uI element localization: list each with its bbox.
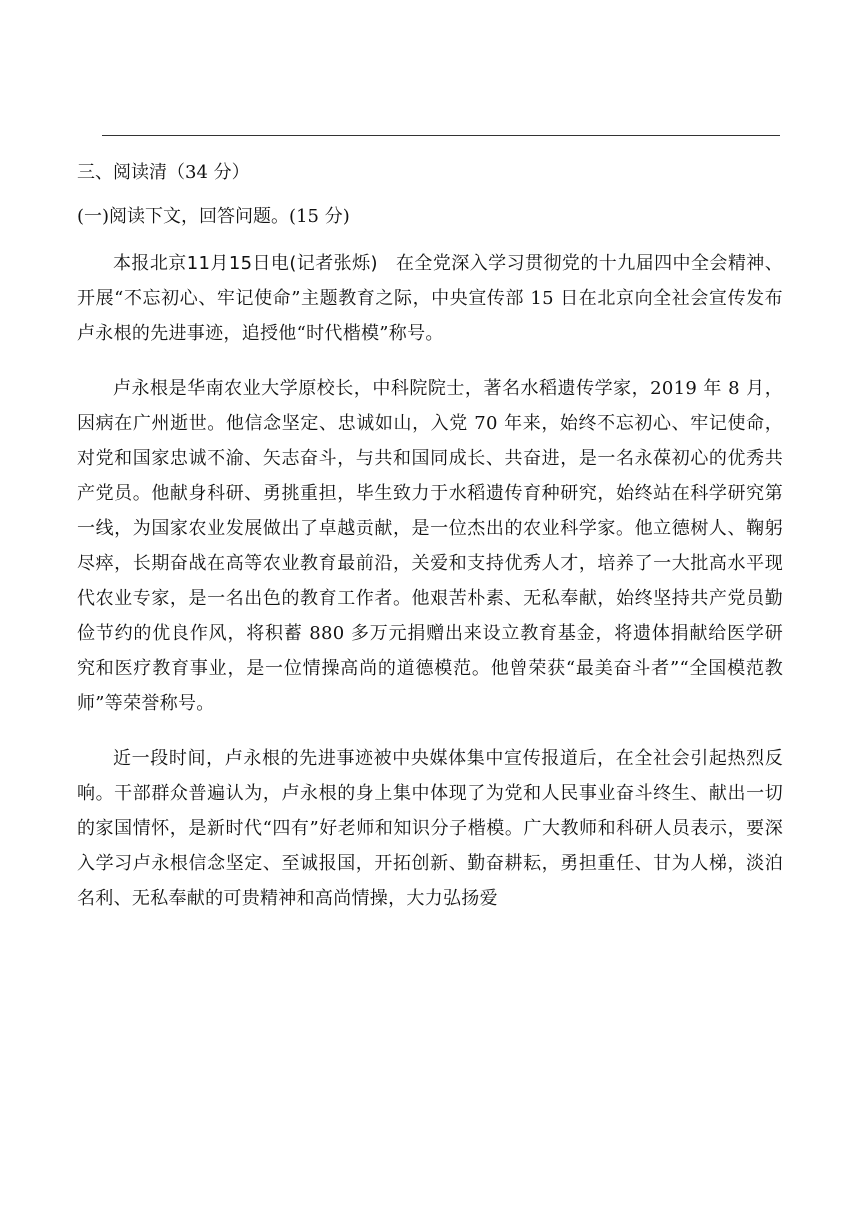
article-body bbox=[77, 246, 783, 936]
article-paragraph-2: 卢永根是华南农业大学原校长，中科院院士，著名水稻遗传学家，2019 年 8 月，因病在广州逝世。他信念坚定、忠诚如山，入党 70 年来，始终不忘初心、牢记使命，对党和国家忠诚不渝、矢志奋斗，与共和国同成长、共奋进，是一名永葆初心的优秀共产党员。他献身科研、勇挑重担，毕生致力于水稻遗传育种研究，始终站在科学研究第一线，为国家农业发展做出了卓越贡献，是一位杰出的农业科学家。他立德树人、鞠躬尽瘁，长期奋战在高等农业教育最前沿，关爱和支持优秀人才，培养了一大批高水平现代农业专家，是一名出色的教育工作者。他艰苦朴素、无私奉献，始终坚持共产党员勤俭节约的优良作风，将积蓄 880 多万元捐赠出来设立教育基金，将遗体捐献给医学研究和医疗教育事业，是一位情操高尚的道德模范。他曾荣获“最美奋斗者”“全国模范教师”等荣誉称号。 bbox=[77, 378, 784, 714]
article-paragraph-1-text: 在全党深入学习贯彻党的十九届四中全会精神、开展“不忘初心、牢记使命”主题教育之际，中央宣传部 15 日在北京向全社会宣传发布卢永根的先进事迹，追授他“时代楷模”称号。 bbox=[77, 253, 783, 344]
article-paragraph-1 bbox=[77, 246, 783, 351]
question-heading: (一)阅读下文，回答问题。(15 分) bbox=[77, 206, 350, 227]
section-title: 三、阅读清（34 分） bbox=[77, 162, 250, 183]
article-dateline: 本报北京11月15日电(记者张烁) bbox=[113, 253, 378, 274]
header-rule bbox=[102, 135, 780, 136]
article-paragraph-3: 近一段时间，卢永根的先进事迹被中央媒体集中宣传报道后，在全社会引起热烈反响。干部群众普遍认为，卢永根的身上集中体现了为党和人民事业奋斗终生、献出一切的家国情怀，是新时代“四有”好老师和知识分子楷模。广大教师和科研人员表示，要深入学习卢永根信念坚定、至诚报国，开拓创新、勤奋耕耘，勇担重任、甘为人梯，淡泊名利、无私奉献的可贵精神和高尚情操，大力弘扬爱 bbox=[77, 748, 783, 909]
